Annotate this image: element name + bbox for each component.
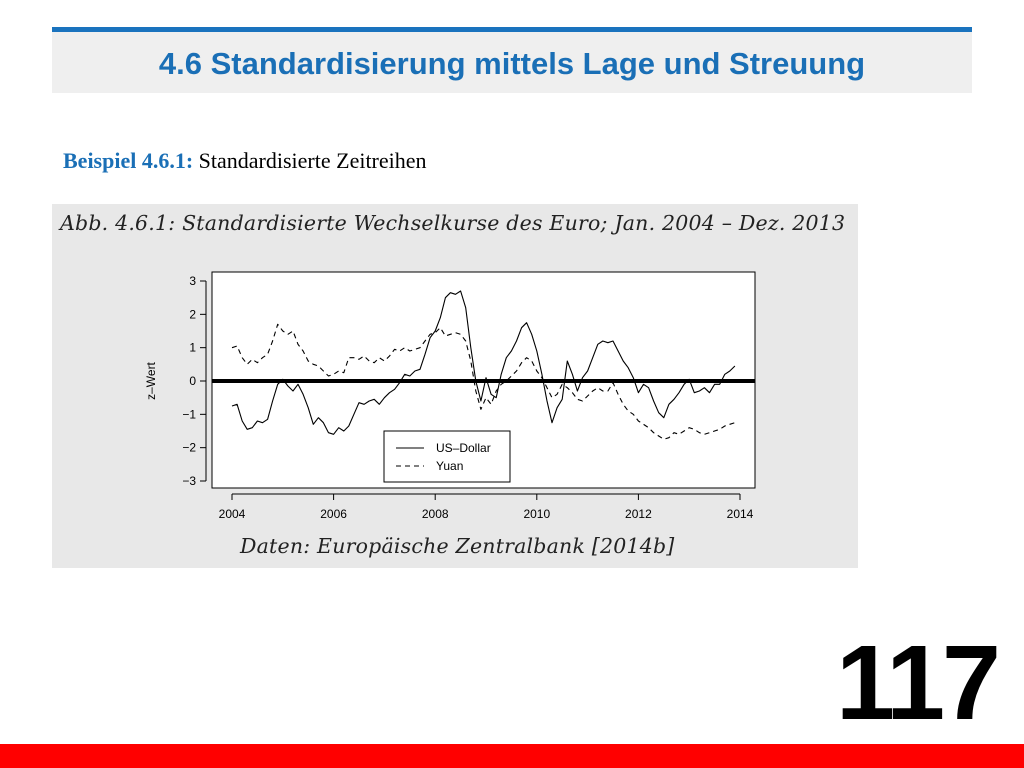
y-tick-label: −1 xyxy=(182,407,196,422)
slide-title: 4.6 Standardisierung mittels Lage und Streuung xyxy=(158,46,866,81)
footer-bar xyxy=(0,744,1024,768)
y-tick-label: −2 xyxy=(182,440,196,455)
example-label: Beispiel 4.6.1: xyxy=(63,148,194,173)
y-tick-label: 1 xyxy=(189,340,196,355)
example-text: Standardisierte Zeitreihen xyxy=(198,148,427,173)
y-tick-label: 3 xyxy=(189,274,196,288)
line-chart xyxy=(52,204,858,568)
legend-label-yuan: Yuan xyxy=(436,459,464,473)
legend-label-us-dollar: US–Dollar xyxy=(436,441,491,455)
slide-header xyxy=(52,27,972,93)
y-axis-label: z–Wert xyxy=(144,362,158,400)
x-tick-label: 2012 xyxy=(625,507,652,521)
y-tick-label: 2 xyxy=(189,307,196,322)
figure-caption: Abb. 4.6.1: Standardisierte Wechselkurse des Euro; Jan. 2004 – Dez. 2013 xyxy=(60,211,846,235)
x-tick-label: 2008 xyxy=(421,507,449,521)
x-tick-label: 2014 xyxy=(726,507,754,521)
figure-source: Daten: Europäische Zentralbank [2014b] xyxy=(240,534,675,558)
legend-box xyxy=(384,431,510,482)
y-tick-label: 0 xyxy=(189,374,196,388)
example-heading xyxy=(63,148,427,174)
page-number: 117 xyxy=(835,624,998,742)
x-tick-label: 2004 xyxy=(218,507,246,521)
x-tick-label: 2006 xyxy=(320,507,347,521)
figure-panel xyxy=(52,204,858,568)
chart-legend xyxy=(384,431,510,482)
x-tick-label: 2010 xyxy=(523,507,551,521)
y-tick-label: −3 xyxy=(182,474,196,488)
